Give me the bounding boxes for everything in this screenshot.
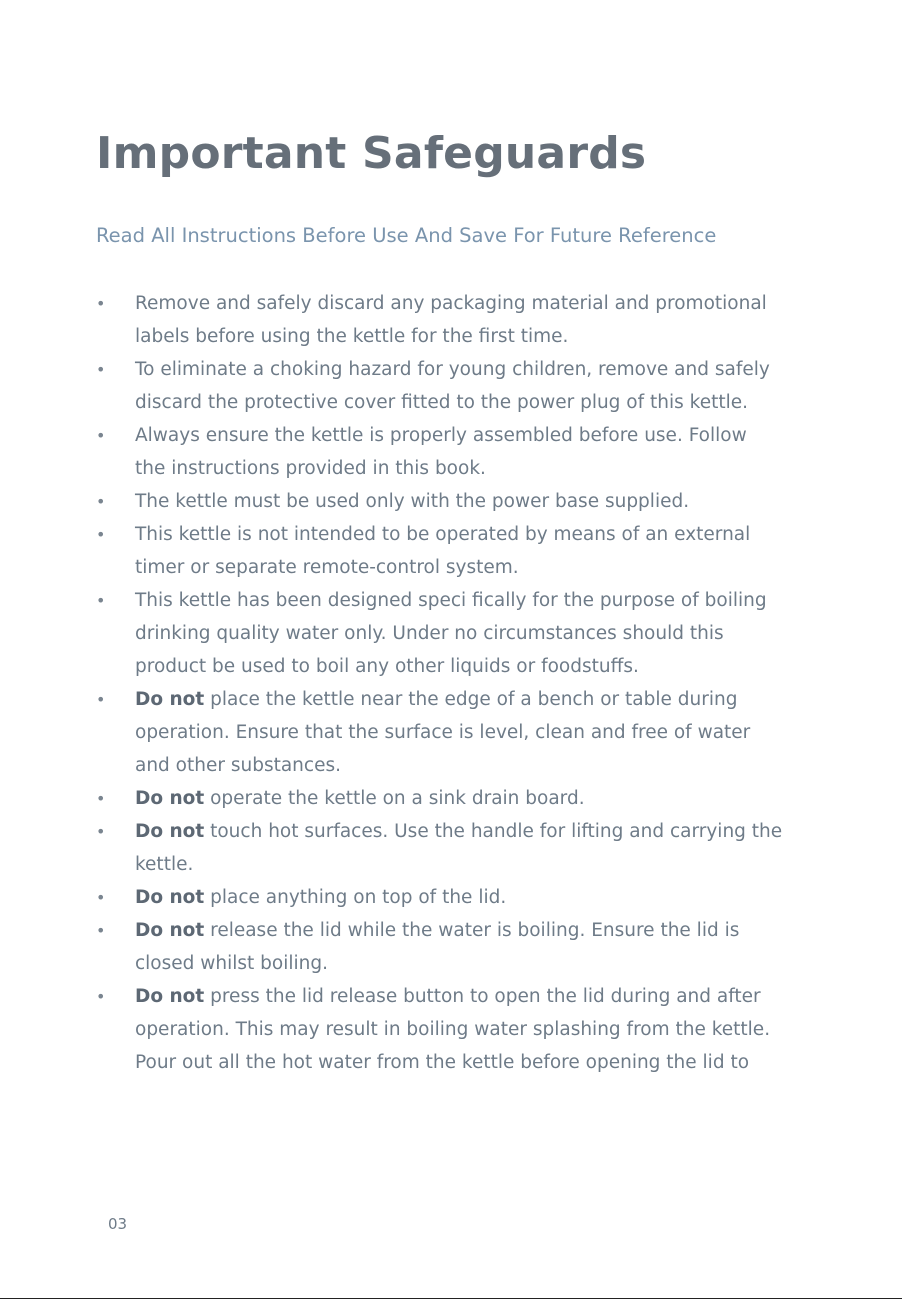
do-not-emphasis: Do not [135,986,205,1007]
safeguard-line: labels before using the kettle for the first time. [135,326,569,347]
bullet-icon: • [96,690,106,709]
safeguard-text: release the lid while the water is boiling. Ensure the lid is [204,920,740,941]
safeguard-line [135,980,878,1013]
safeguard-line: operation. This may result in boiling water splashing from the kettle. [135,1019,771,1040]
safeguard-line [135,683,878,716]
safeguard-text: press the lid release button to open the lid during and after [204,986,761,1007]
safeguard-line: The kettle must be used only with the power base supplied. [135,491,690,512]
safeguard-line: operation. Ensure that the surface is level, clean and free of water [135,722,751,743]
safeguard-item [0,287,902,353]
safeguard-item [0,782,902,815]
safeguard-line: and other substances. [135,755,341,776]
safeguard-item [0,485,902,518]
safeguard-text: place anything on top of the lid. [204,887,507,908]
bullet-icon: • [96,987,106,1006]
bullet-icon: • [96,360,106,379]
do-not-emphasis: Do not [135,920,205,941]
safeguard-item [0,353,902,419]
safeguard-text: place the kettle near the edge of a bench or table during [204,689,738,710]
page-subtitle: Read All Instructions Before Use And Save For Future Reference [96,224,717,247]
do-not-emphasis: Do not [135,821,205,842]
safeguard-item [0,914,902,980]
safeguard-line [135,914,878,947]
safeguard-item [0,980,902,1079]
safeguard-line: This kettle has been designed speci fically for the purpose of boiling [135,590,767,611]
bullet-icon: • [96,888,106,907]
safeguard-line: discard the protective cover fitted to the power plug of this kettle. [135,392,749,413]
safeguard-line: the instructions provided in this book. [135,458,486,479]
safeguard-line: Always ensure the kettle is properly assembled before use. Follow [135,425,747,446]
bullet-icon: • [96,294,106,313]
bullet-icon: • [96,822,106,841]
safeguard-line: drinking quality water only. Under no circumstances should this [135,623,724,644]
safeguard-line [135,881,878,914]
safeguard-item [0,584,902,683]
page-title: Important Safeguards [96,128,647,179]
safeguard-line: timer or separate remote-control system. [135,557,519,578]
bullet-icon: • [96,591,106,610]
safeguard-line: product be used to boil any other liquids or foodstuffs. [135,656,639,677]
safeguard-item [0,815,902,881]
page-number: 03 [108,1215,128,1233]
do-not-emphasis: Do not [135,788,205,809]
safeguards-list [0,287,902,1079]
safeguard-line: To eliminate a choking hazard for young children, remove and safely [135,359,770,380]
safeguard-line: closed whilst boiling. [135,953,329,974]
safeguard-item [0,419,902,485]
bullet-icon: • [96,789,106,808]
safeguard-item [0,518,902,584]
safeguard-line: Remove and safely discard any packaging material and promotional [135,293,767,314]
safeguard-line [135,782,878,815]
safeguard-line [135,815,878,848]
bullet-icon: • [96,921,106,940]
bullet-icon: • [96,492,106,511]
safeguard-item [0,683,902,782]
safeguard-line: This kettle is not intended to be operated by means of an external [135,524,751,545]
safeguard-text: touch hot surfaces. Use the handle for lifting and carrying the [204,821,783,842]
do-not-emphasis: Do not [135,887,205,908]
bullet-icon: • [96,525,106,544]
safeguard-line: kettle. [135,854,194,875]
safeguard-text: operate the kettle on a sink drain board. [204,788,585,809]
safeguard-line: Pour out all the hot water from the kettle before opening the lid to [135,1052,750,1073]
do-not-emphasis: Do not [135,689,205,710]
safeguard-item [0,881,902,914]
bullet-icon: • [96,426,106,445]
